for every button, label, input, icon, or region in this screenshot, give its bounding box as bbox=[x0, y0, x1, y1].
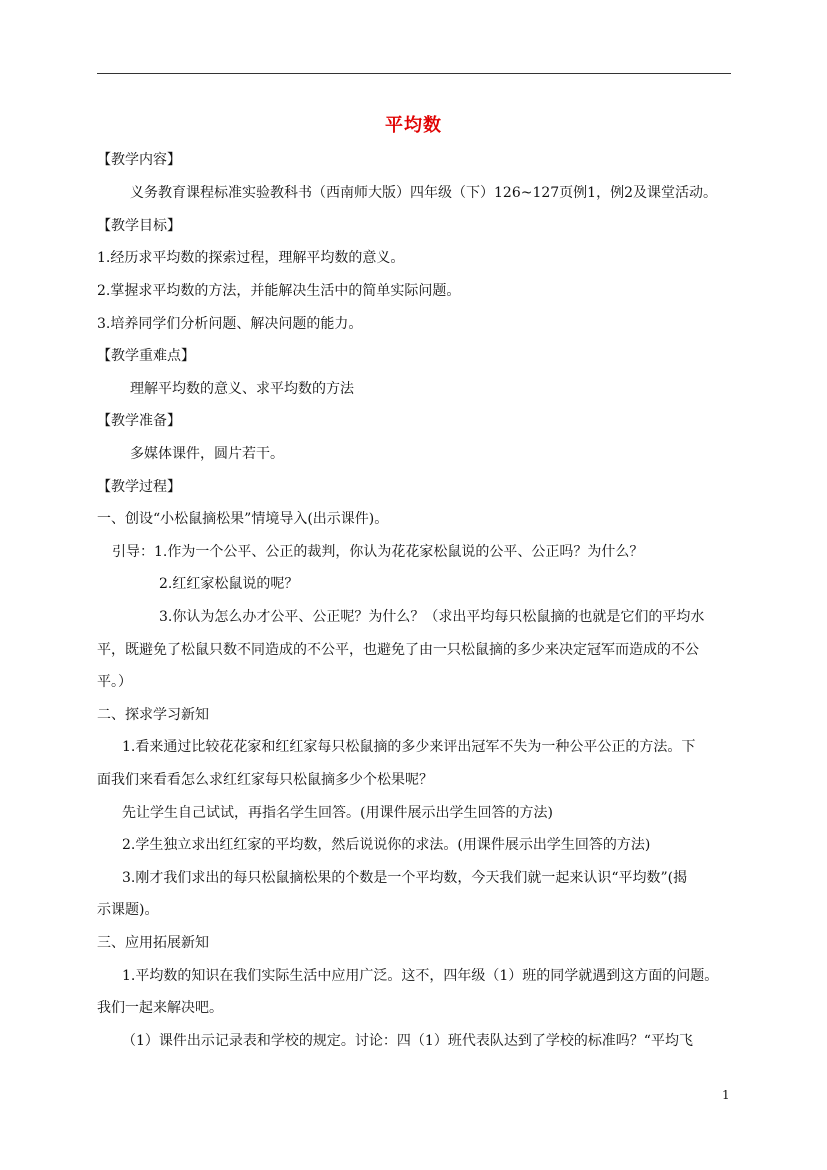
page-number: 1 bbox=[722, 1088, 730, 1102]
paragraph-line: 示课题)。 bbox=[97, 902, 159, 918]
paragraph-line: （1）课件出示记录表和学校的规定。讨论：四（1）班代表队达到了学校的标准吗？“平均飞 bbox=[122, 1033, 693, 1049]
paragraph-line: 先让学生自己试试，再指名学生回答。(用课件展示出学生回答的方法) bbox=[122, 805, 553, 821]
section-heading: 【教学内容】 bbox=[97, 152, 181, 168]
paragraph-line: 2.学生独立求出红红家的平均数，然后说说你的求法。(用课件展示出学生回答的方法) bbox=[122, 837, 651, 853]
paragraph-line: 一、创设“小松鼠摘松果”情境导入(出示课件)。 bbox=[97, 511, 389, 527]
section-heading: 三、应用拓展新知 bbox=[97, 935, 209, 951]
section-heading: 【教学过程】 bbox=[97, 479, 181, 495]
paragraph-line: 1.平均数的知识在我们实际生活中应用广泛。这不，四年级（1）班的同学就遇到这方面的问题。 bbox=[122, 968, 719, 984]
paragraph-line: 理解平均数的意义、求平均数的方法 bbox=[130, 381, 354, 397]
section-heading: 【教学目标】 bbox=[97, 218, 181, 234]
paragraph-line: 1.经历求平均数的探索过程，理解平均数的意义。 bbox=[97, 250, 405, 266]
paragraph-line: 引导：1.作为一个公平、公正的裁判，你认为花花家松鼠说的公平、公正吗？为什么？ bbox=[112, 544, 644, 560]
paragraph-line: 多媒体课件，圆片若干。 bbox=[130, 446, 284, 462]
paragraph-line: 义务教育课程标准实验教科书（西南师大版）四年级（下）126~127页例1，例2及课堂活动。 bbox=[130, 185, 717, 201]
section-heading: 【教学重难点】 bbox=[97, 348, 195, 364]
paragraph-line: 2.掌握求平均数的方法，并能解决生活中的简单实际问题。 bbox=[97, 283, 461, 299]
paragraph-line: 3.你认为怎么办才公平、公正呢？为什么？（求出平均每只松鼠摘的也就是它们的平均水 bbox=[159, 609, 705, 625]
paragraph-line: 面我们来看看怎么求红红家每只松鼠摘多少个松果呢？ bbox=[97, 772, 433, 788]
paragraph-line: 3.刚才我们求出的每只松鼠摘松果的个数是一个平均数，今天我们就一起来认识“平均数”(揭 bbox=[122, 870, 688, 886]
section-heading: 【教学准备】 bbox=[97, 413, 181, 429]
paragraph-line: 2.红红家松鼠说的呢？ bbox=[159, 576, 299, 592]
paragraph-line: 我们一起来解决吧。 bbox=[97, 1000, 223, 1016]
document-title: 平均数 bbox=[385, 115, 442, 136]
section-heading: 二、探求学习新知 bbox=[97, 707, 209, 723]
paragraph-line: 3.培养同学们分析问题、解决问题的能力。 bbox=[97, 316, 363, 332]
header-rule bbox=[97, 73, 731, 74]
paragraph-line: 平。） bbox=[97, 674, 132, 690]
paragraph-line: 1.看来通过比较花花家和红红家每只松鼠摘的多少来评出冠军不失为一种公平公正的方法。下 bbox=[122, 739, 696, 755]
paragraph-line: 平，既避免了松鼠只数不同造成的不公平，也避免了由一只松鼠摘的多少来决定冠军而造成的不公 bbox=[97, 642, 699, 658]
